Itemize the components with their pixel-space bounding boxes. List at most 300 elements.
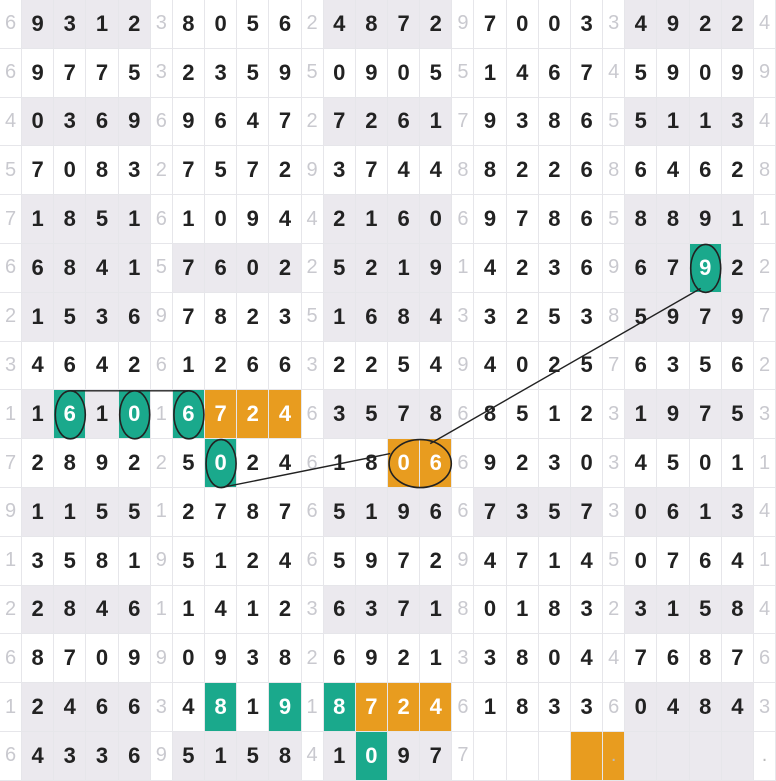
draw-digit: 7 [388, 390, 420, 439]
draw-digit [690, 732, 722, 781]
draw-digit: 2 [269, 244, 301, 293]
draw-digit: 5 [539, 293, 571, 342]
draw-digit: 8 [657, 195, 689, 244]
draw-digit: 7 [269, 98, 301, 147]
draw-digit: 7 [420, 732, 452, 781]
draw-digit: 3 [539, 244, 571, 293]
draw-digit: 5 [173, 537, 205, 586]
draw-digit: 1 [356, 488, 388, 537]
draw-digit: 1 [119, 537, 151, 586]
draw-digit: 7 [690, 390, 722, 439]
separator-digit: 1 [151, 390, 173, 439]
separator-digit: 2 [302, 244, 324, 293]
draw-digit: 0 [388, 49, 420, 98]
separator-digit: 2 [302, 0, 324, 49]
draw-digit: 3 [625, 586, 657, 635]
draw-digit: 0 [205, 439, 237, 488]
draw-digit: 3 [86, 732, 118, 781]
draw-digit: 4 [22, 732, 54, 781]
separator-digit: 3 [151, 0, 173, 49]
draw-digit: 2 [722, 146, 754, 195]
separator-digit: 3 [151, 683, 173, 732]
draw-digit: 6 [539, 49, 571, 98]
draw-digit: 2 [22, 683, 54, 732]
draw-digit: 6 [269, 0, 301, 49]
separator-digit: 1 [151, 488, 173, 537]
draw-digit: 7 [324, 98, 356, 147]
draw-digit: 0 [625, 488, 657, 537]
draw-digit: 1 [22, 293, 54, 342]
draw-digit: 0 [420, 195, 452, 244]
separator-digit: . [603, 732, 625, 781]
draw-digit: 3 [54, 0, 86, 49]
draw-digit: 1 [388, 244, 420, 293]
draw-digit: 1 [657, 98, 689, 147]
draw-digit: 2 [119, 342, 151, 391]
draw-digit: 7 [173, 146, 205, 195]
draw-digit: 1 [324, 439, 356, 488]
draw-digit: 0 [173, 634, 205, 683]
draw-digit [507, 732, 539, 781]
separator-digit: 4 [302, 732, 324, 781]
draw-digit: 4 [205, 586, 237, 635]
separator-digit: 9 [302, 146, 324, 195]
draw-digit: 4 [474, 342, 506, 391]
separator-digit: 5 [603, 537, 625, 586]
separator-digit: 9 [151, 634, 173, 683]
draw-digit: 4 [420, 342, 452, 391]
separator-digit: 6 [151, 342, 173, 391]
draw-digit: 7 [507, 537, 539, 586]
draw-digit: 7 [571, 488, 603, 537]
separator-digit: 6 [302, 488, 324, 537]
draw-digit: 3 [205, 49, 237, 98]
draw-digit: 3 [474, 293, 506, 342]
draw-digit: 2 [205, 342, 237, 391]
draw-digit: 0 [507, 342, 539, 391]
separator-digit: 3 [603, 390, 625, 439]
draw-digit: 0 [507, 0, 539, 49]
draw-digit: 6 [119, 683, 151, 732]
draw-digit: 5 [119, 488, 151, 537]
draw-digit: 9 [22, 0, 54, 49]
separator-digit: 9 [0, 488, 22, 537]
separator-digit: 6 [302, 439, 324, 488]
separator-digit: 5 [603, 98, 625, 147]
draw-digit [625, 732, 657, 781]
draw-digit: 5 [54, 537, 86, 586]
draw-digit: 1 [173, 586, 205, 635]
separator-digit: 9 [151, 732, 173, 781]
draw-digit: 7 [657, 244, 689, 293]
draw-digit: 5 [420, 49, 452, 98]
draw-digit: 2 [119, 0, 151, 49]
separator-digit: 7 [754, 293, 776, 342]
draw-digit: 8 [356, 439, 388, 488]
draw-digit: 3 [571, 293, 603, 342]
draw-digit: 9 [474, 195, 506, 244]
draw-digit: 3 [324, 146, 356, 195]
draw-digit: 8 [54, 195, 86, 244]
draw-digit: 1 [237, 683, 269, 732]
draw-digit: 4 [22, 342, 54, 391]
draw-digit: 2 [269, 146, 301, 195]
separator-digit: 6 [603, 683, 625, 732]
separator-digit: 1 [151, 586, 173, 635]
draw-digit: 5 [571, 342, 603, 391]
draw-digit: 9 [690, 195, 722, 244]
draw-digit: 0 [205, 195, 237, 244]
draw-digit: 7 [388, 0, 420, 49]
draw-digit: 3 [571, 0, 603, 49]
draw-digit: 7 [388, 586, 420, 635]
draw-digit: 3 [54, 732, 86, 781]
draw-digit: 2 [119, 439, 151, 488]
separator-digit: 3 [0, 342, 22, 391]
draw-digit: 7 [690, 293, 722, 342]
draw-digit: 1 [22, 390, 54, 439]
draw-digit: 1 [54, 488, 86, 537]
draw-digit: 4 [54, 683, 86, 732]
separator-digit: 3 [603, 0, 625, 49]
draw-digit: 6 [657, 488, 689, 537]
draw-digit: 2 [237, 439, 269, 488]
separator-digit: 7 [0, 439, 22, 488]
draw-digit: 5 [356, 390, 388, 439]
draw-digit: 1 [539, 390, 571, 439]
draw-digit: 3 [237, 634, 269, 683]
draw-digit: 1 [237, 586, 269, 635]
draw-digit: 1 [722, 439, 754, 488]
draw-digit: 8 [205, 683, 237, 732]
separator-digit: 1 [302, 683, 324, 732]
draw-digit: 9 [173, 98, 205, 147]
draw-digit: 7 [237, 146, 269, 195]
draw-digit: 5 [173, 439, 205, 488]
draw-digit: 5 [625, 49, 657, 98]
separator-digit: 5 [302, 293, 324, 342]
separator-digit: 4 [754, 0, 776, 49]
draw-digit: 8 [474, 146, 506, 195]
draw-digit: 2 [269, 586, 301, 635]
separator-digit: 9 [603, 244, 625, 293]
draw-digit: 9 [657, 49, 689, 98]
separator-digit: 6 [0, 0, 22, 49]
separator-digit: 6 [452, 683, 474, 732]
draw-digit: 3 [324, 390, 356, 439]
draw-digit: 9 [690, 244, 722, 293]
draw-digit: 8 [237, 488, 269, 537]
draw-digit: 6 [269, 342, 301, 391]
separator-digit: 2 [151, 439, 173, 488]
draw-digit: 4 [269, 537, 301, 586]
separator-digit: 1 [754, 195, 776, 244]
draw-digit: 6 [690, 537, 722, 586]
draw-digit: 1 [86, 390, 118, 439]
draw-digit: 8 [420, 390, 452, 439]
separator-digit: 5 [603, 195, 625, 244]
draw-digit: 6 [205, 244, 237, 293]
draw-digit: 9 [356, 537, 388, 586]
draw-digit: 0 [690, 49, 722, 98]
draw-digit: 0 [539, 634, 571, 683]
draw-digit: 2 [173, 488, 205, 537]
separator-digit: 6 [452, 390, 474, 439]
draw-digit: 5 [507, 390, 539, 439]
separator-digit: 6 [151, 98, 173, 147]
draw-digit: 4 [420, 293, 452, 342]
draw-digit: 4 [86, 244, 118, 293]
draw-digit: 8 [507, 634, 539, 683]
separator-digit: 3 [302, 342, 324, 391]
draw-digit: 7 [173, 293, 205, 342]
draw-digit: 6 [54, 342, 86, 391]
draw-digit: 1 [690, 488, 722, 537]
draw-digit: 9 [22, 49, 54, 98]
draw-digit [571, 732, 603, 781]
draw-digit: 8 [269, 634, 301, 683]
draw-digit: 8 [173, 0, 205, 49]
draw-digit: 7 [722, 634, 754, 683]
draw-digit: 9 [119, 634, 151, 683]
draw-digit: 0 [54, 146, 86, 195]
separator-digit: 7 [452, 732, 474, 781]
draw-digit [474, 732, 506, 781]
draw-digit: 3 [474, 634, 506, 683]
draw-digit: 2 [388, 683, 420, 732]
separator-digit: 3 [151, 49, 173, 98]
draw-digit: 9 [237, 195, 269, 244]
draw-digit: 2 [507, 293, 539, 342]
draw-digit: 1 [420, 586, 452, 635]
draw-digit: 4 [269, 439, 301, 488]
draw-digit: 9 [356, 49, 388, 98]
separator-digit: 2 [0, 586, 22, 635]
draw-digit: 6 [356, 293, 388, 342]
draw-digit [657, 732, 689, 781]
draw-digit: 1 [539, 537, 571, 586]
separator-digit: 9 [754, 49, 776, 98]
separator-digit: 6 [452, 195, 474, 244]
draw-digit: 4 [657, 683, 689, 732]
draw-digit: 9 [474, 439, 506, 488]
separator-digit: 3 [603, 488, 625, 537]
draw-digit: 2 [420, 537, 452, 586]
separator-digit: 7 [0, 195, 22, 244]
separator-digit: 2 [0, 293, 22, 342]
separator-digit: 2 [603, 586, 625, 635]
separator-digit: 3 [754, 390, 776, 439]
draw-digit: 3 [119, 146, 151, 195]
separator-digit: 6 [0, 49, 22, 98]
draw-digit: 5 [54, 293, 86, 342]
draw-digit: 7 [356, 683, 388, 732]
draw-digit: 2 [507, 439, 539, 488]
separator-digit: 6 [452, 439, 474, 488]
draw-digit: 8 [86, 146, 118, 195]
separator-digit: 8 [452, 586, 474, 635]
draw-digit: 4 [507, 49, 539, 98]
draw-digit: 3 [539, 683, 571, 732]
separator-digit: 9 [151, 293, 173, 342]
draw-digit: 6 [119, 293, 151, 342]
draw-digit: 0 [388, 439, 420, 488]
draw-digit: 8 [205, 293, 237, 342]
draw-digit: 6 [237, 342, 269, 391]
draw-digit: 1 [22, 195, 54, 244]
separator-digit: 6 [0, 244, 22, 293]
draw-digit: 3 [86, 293, 118, 342]
draw-digit [722, 732, 754, 781]
draw-digit: 5 [539, 488, 571, 537]
draw-digit: 5 [388, 342, 420, 391]
draw-digit: 4 [269, 195, 301, 244]
draw-digit [539, 732, 571, 781]
draw-digit: 7 [86, 49, 118, 98]
draw-digit: 6 [119, 732, 151, 781]
draw-digit: 2 [722, 0, 754, 49]
draw-digit: 8 [722, 586, 754, 635]
draw-digit: 7 [388, 537, 420, 586]
draw-digit: 8 [388, 293, 420, 342]
draw-digit: 1 [205, 537, 237, 586]
draw-digit: 0 [86, 634, 118, 683]
draw-digit: 3 [539, 439, 571, 488]
draw-digit: 4 [173, 683, 205, 732]
draw-digit: 1 [119, 195, 151, 244]
draw-digit: 7 [474, 488, 506, 537]
draw-digit: 4 [474, 537, 506, 586]
draw-digit: 1 [625, 390, 657, 439]
draw-digit: 2 [22, 439, 54, 488]
draw-digit: 4 [474, 244, 506, 293]
draw-digit: 5 [86, 488, 118, 537]
draw-digit: 8 [690, 683, 722, 732]
separator-digit: 4 [603, 634, 625, 683]
draw-digit: 6 [173, 390, 205, 439]
separator-digit: 4 [302, 195, 324, 244]
draw-digit: 6 [625, 342, 657, 391]
draw-digit: 3 [22, 537, 54, 586]
separator-digit: 2 [754, 244, 776, 293]
draw-digit: 5 [205, 146, 237, 195]
draw-digit: 3 [54, 98, 86, 147]
draw-digit: 3 [356, 586, 388, 635]
draw-digit: 1 [324, 732, 356, 781]
separator-digit: 7 [603, 342, 625, 391]
separator-digit: 4 [754, 488, 776, 537]
draw-digit: 7 [205, 390, 237, 439]
draw-digit: 8 [54, 586, 86, 635]
draw-digit: 1 [119, 244, 151, 293]
draw-digit: 7 [173, 244, 205, 293]
draw-digit: 8 [22, 634, 54, 683]
draw-digit: 8 [269, 732, 301, 781]
draw-digit: 6 [324, 586, 356, 635]
draw-digit: 6 [571, 98, 603, 147]
draw-digit: 9 [657, 0, 689, 49]
draw-digit: 2 [539, 146, 571, 195]
draw-digit: 0 [571, 439, 603, 488]
draw-digit: 9 [722, 293, 754, 342]
separator-digit: 8 [603, 146, 625, 195]
draw-digit: 2 [237, 293, 269, 342]
draw-digit: 1 [173, 195, 205, 244]
draw-digit: 5 [237, 732, 269, 781]
separator-digit: . [754, 732, 776, 781]
separator-digit: 6 [452, 488, 474, 537]
draw-digit: 5 [237, 0, 269, 49]
draw-digit: 9 [657, 293, 689, 342]
draw-digit: 1 [474, 683, 506, 732]
draw-digit: 0 [205, 0, 237, 49]
draw-digit: 9 [420, 244, 452, 293]
draw-digit: 8 [54, 439, 86, 488]
separator-digit: 3 [603, 439, 625, 488]
draw-digit: 0 [625, 537, 657, 586]
draw-digit: 0 [324, 49, 356, 98]
separator-digit: 6 [302, 537, 324, 586]
draw-digit: 6 [420, 439, 452, 488]
separator-digit: 9 [452, 0, 474, 49]
draw-digit: 1 [474, 49, 506, 98]
draw-digit: 4 [657, 146, 689, 195]
separator-digit: 6 [0, 732, 22, 781]
draw-digit: 5 [324, 244, 356, 293]
draw-digit: 8 [690, 634, 722, 683]
draw-digit: 2 [356, 342, 388, 391]
separator-digit: 4 [603, 49, 625, 98]
separator-digit: 6 [0, 634, 22, 683]
draw-digit: 7 [22, 146, 54, 195]
draw-digit: 6 [86, 683, 118, 732]
draw-digit: 8 [539, 195, 571, 244]
draw-digit: 4 [722, 537, 754, 586]
separator-digit: 1 [452, 244, 474, 293]
separator-digit: 8 [754, 146, 776, 195]
draw-digit: 2 [571, 390, 603, 439]
draw-digit: 1 [420, 98, 452, 147]
draw-digit: 1 [507, 586, 539, 635]
draw-digit: 4 [86, 586, 118, 635]
draw-digit: 4 [722, 683, 754, 732]
draw-digit: 8 [54, 244, 86, 293]
draw-digit: 0 [539, 0, 571, 49]
draw-digit: 9 [269, 49, 301, 98]
draw-digit: 1 [22, 488, 54, 537]
separator-digit: 8 [452, 146, 474, 195]
draw-digit: 4 [420, 683, 452, 732]
draw-digit: 0 [625, 683, 657, 732]
draw-digit: 9 [205, 634, 237, 683]
draw-digit: 7 [54, 634, 86, 683]
separator-digit: 5 [452, 49, 474, 98]
draw-digit: 8 [356, 0, 388, 49]
draw-digit: 9 [722, 49, 754, 98]
draw-digit: 9 [474, 98, 506, 147]
draw-digit: 7 [571, 49, 603, 98]
draw-digit: 7 [356, 146, 388, 195]
draw-digit: 2 [237, 390, 269, 439]
draw-digit: 1 [420, 634, 452, 683]
separator-digit: 6 [754, 634, 776, 683]
draw-digit: 3 [269, 293, 301, 342]
draw-digit: 4 [571, 537, 603, 586]
draw-digit: 6 [690, 146, 722, 195]
draw-digit: 0 [119, 390, 151, 439]
draw-digit: 8 [86, 537, 118, 586]
draw-digit: 0 [474, 586, 506, 635]
